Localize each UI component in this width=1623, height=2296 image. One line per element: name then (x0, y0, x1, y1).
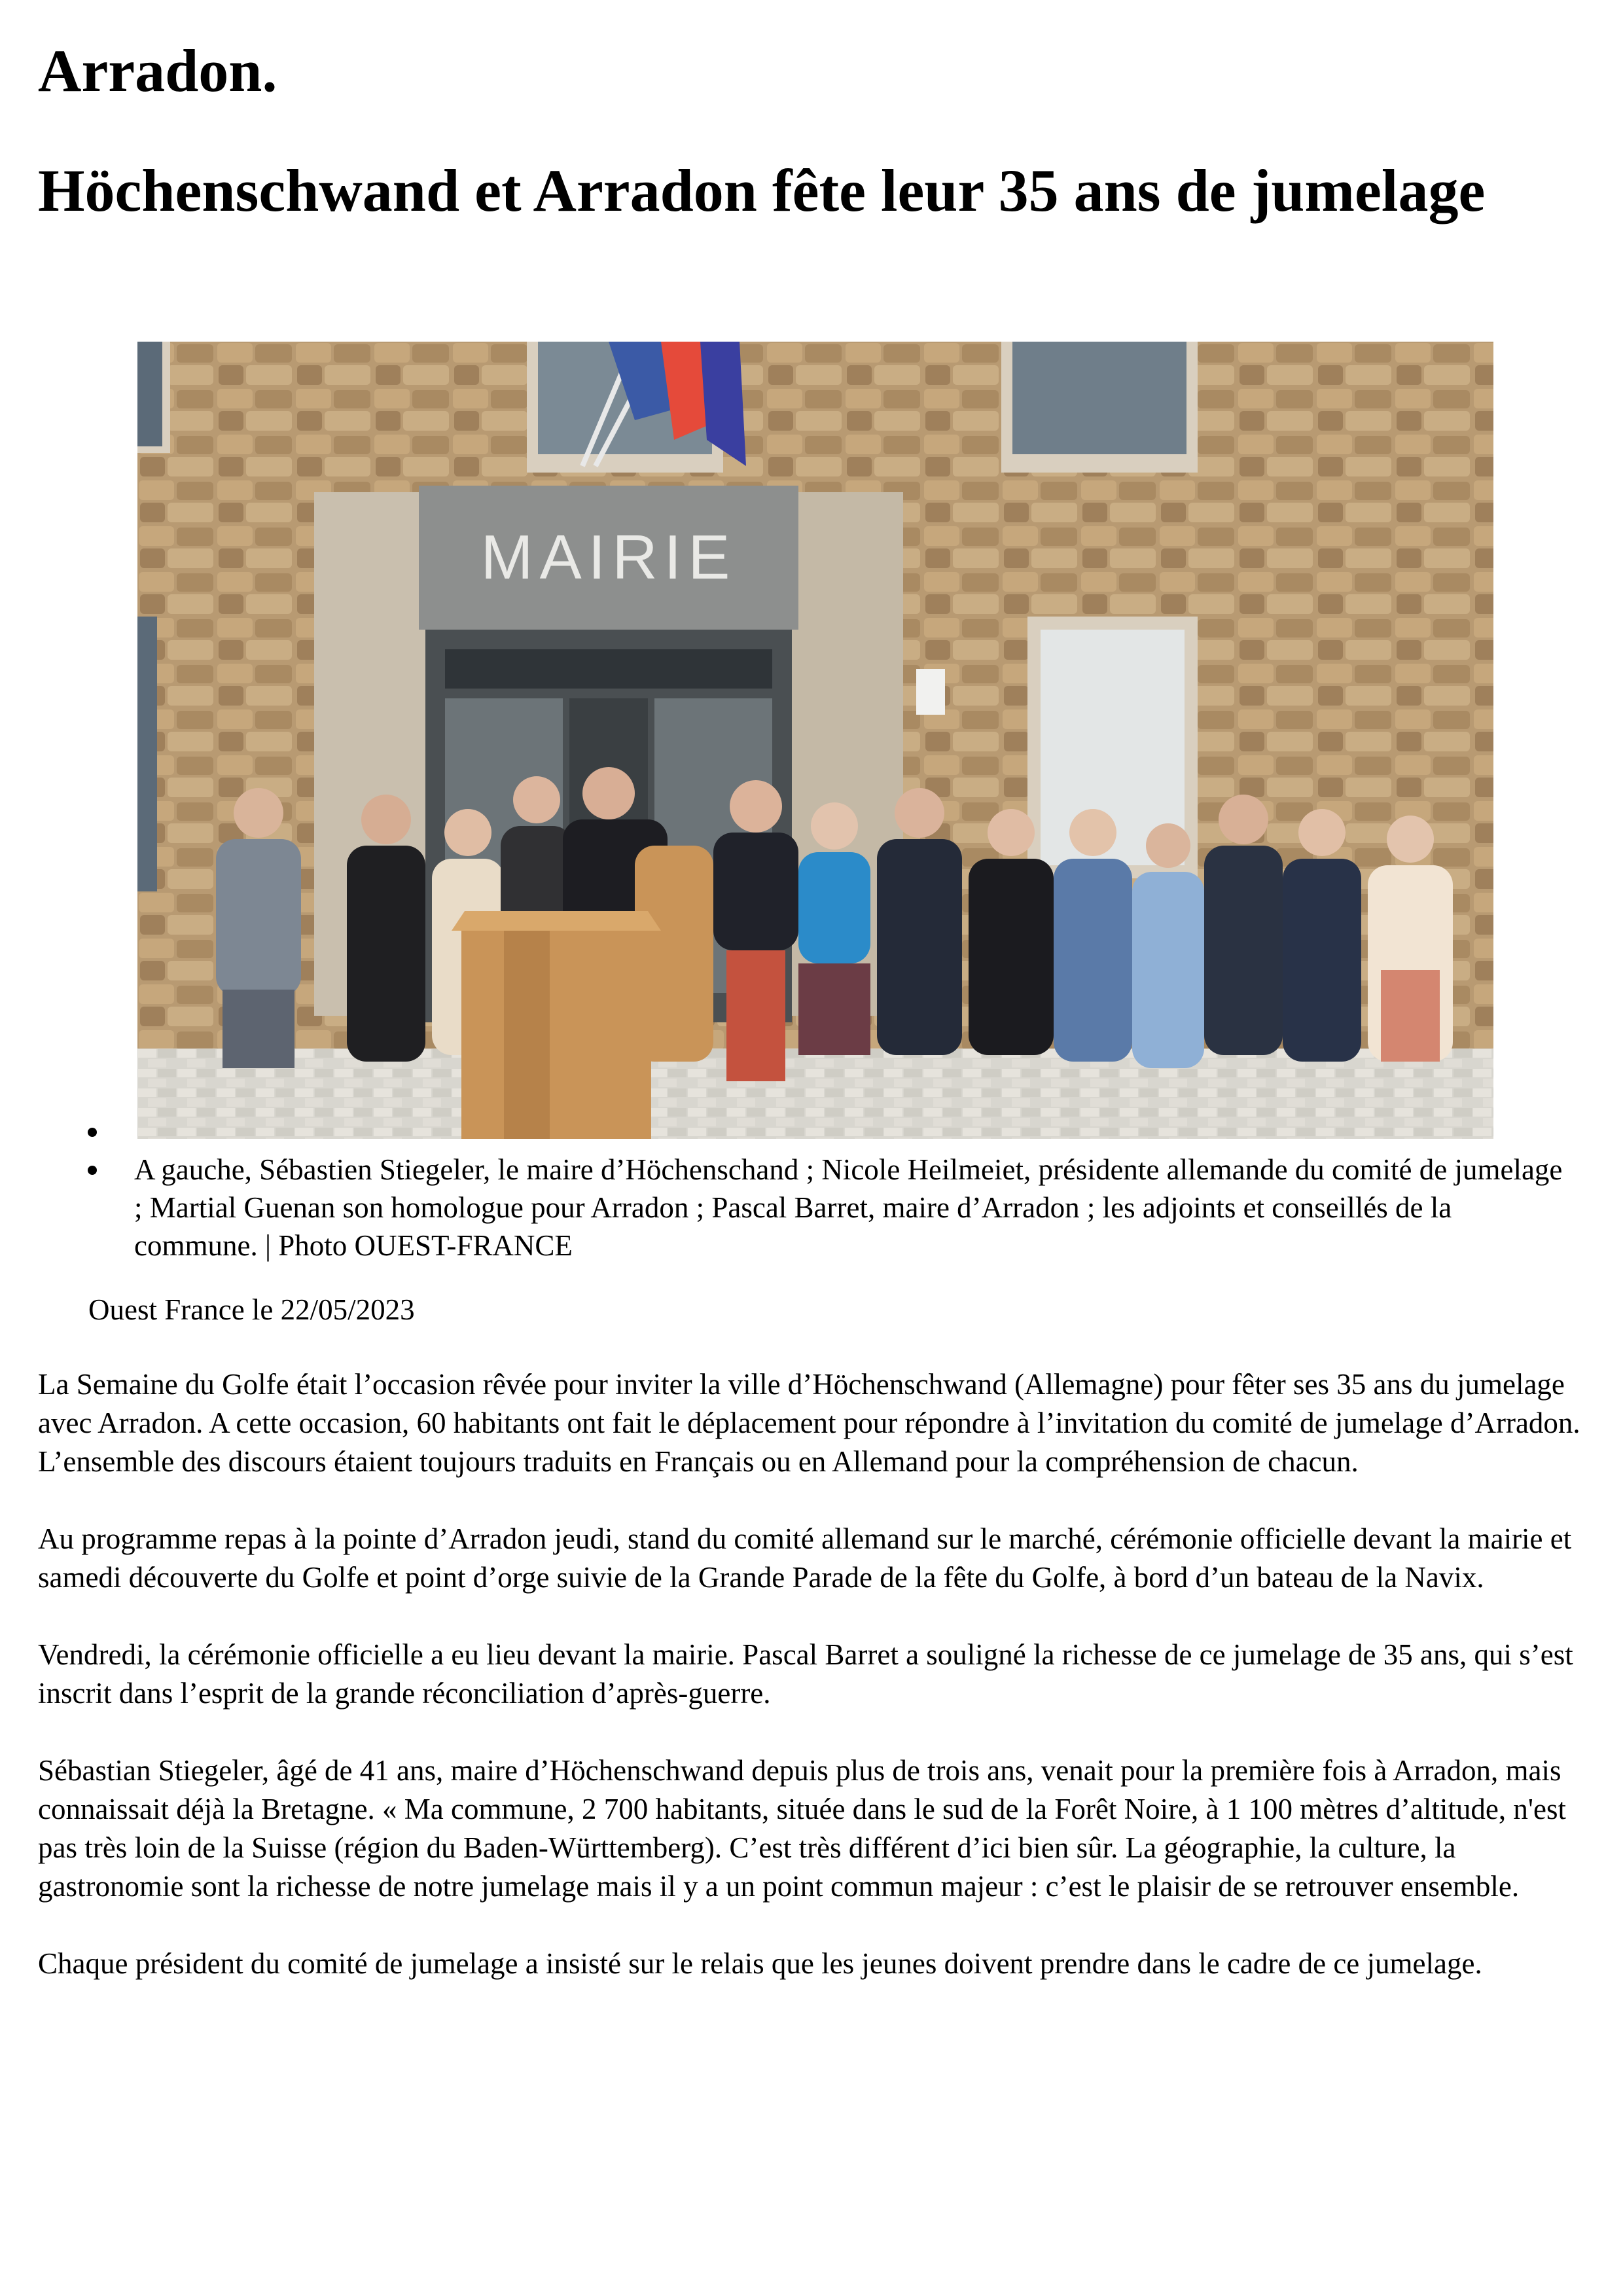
photo-caption: A gauche, Sébastien Stiegeler, le maire d’Höchenschand ; Nicole Heilmeiet, présidente allemande du comité de jumelage ; Martial Guenan son homologue pour Arradon ; Pascal Barret, maire d’Arradon ; les adjoints et conseillés de la commune. | Photo OUEST-FRANCE (134, 1153, 1563, 1262)
paragraph: Chaque président du comité de jumelage a insisté sur le relais que les jeunes doivent prendre dans le cadre de ce jumelage. (38, 1947, 1482, 1980)
paragraph: Vendredi, la cérémonie officielle a eu lieu devant la mairie. Pascal Barret a souligné la richesse de ce jumelage de 35 ans, qui s’est inscrit dans l’esprit de la grande réconciliation d’après-guerre. (38, 1638, 1573, 1710)
article-headline: Höchenschwand et Arradon fête leur 35 ans de jumelage (38, 157, 1486, 224)
photo-mairie-ceremony (137, 342, 1493, 1139)
paragraph: Sébastian Stiegeler, âgé de 41 ans, maire d’Höchenschwand depuis plus de trois ans, venait pour la première fois à Arradon, mais connaissait déjà la Bretagne. « Ma commune, 2 700 habitants, située dans le sud de la Forêt Noire, à 1 100 mètres d’altitude, n'est pas très loin de la Suisse (région du Baden-Württemberg). C’est très différent d’ici bien sûr. La géographie, la culture, la gastronomie sont la richesse de notre jumelage mais il y a un point commun majeur : c’est le plaisir de se retrouver ensemble. (38, 1754, 1566, 1903)
article-body (38, 1365, 1582, 2022)
caption-list-item (0, 1151, 1623, 1265)
empty-list-item (0, 1113, 1623, 1151)
lectern (452, 911, 661, 1139)
caption-list (0, 1113, 1623, 1265)
source-line: Ouest France le 22/05/2023 (88, 1293, 415, 1326)
article-kicker: Arradon. (38, 37, 277, 104)
bullet-dot (88, 1166, 97, 1175)
paragraph: La Semaine du Golfe était l’occasion rêvée pour inviter la ville d’Höchenschwand (Allemagne) pour fêter ses 35 ans du jumelage avec Arradon. A cette occasion, 60 habitants ont fait le déplacement pour répondre à l’invitation du comité de jumelage d’Arradon. L’ensemble des discours étaient toujours traduits en Français ou en Allemand pour la compréhension de chacun. (38, 1368, 1580, 1478)
paragraph: Au programme repas à la pointe d’Arradon jeudi, stand du comité allemand sur le marché, cérémonie officielle devant la mairie et samedi découverte du Golfe et point d’orge suivie de la Grande Parade de la fête du Golfe, à bord d’un bateau de la Navix. (38, 1522, 1572, 1594)
bullet-dot (88, 1128, 97, 1137)
people-group (216, 767, 1453, 1081)
article-photo (137, 342, 1493, 1139)
mairie-sign-text: MAIRIE (480, 522, 737, 592)
